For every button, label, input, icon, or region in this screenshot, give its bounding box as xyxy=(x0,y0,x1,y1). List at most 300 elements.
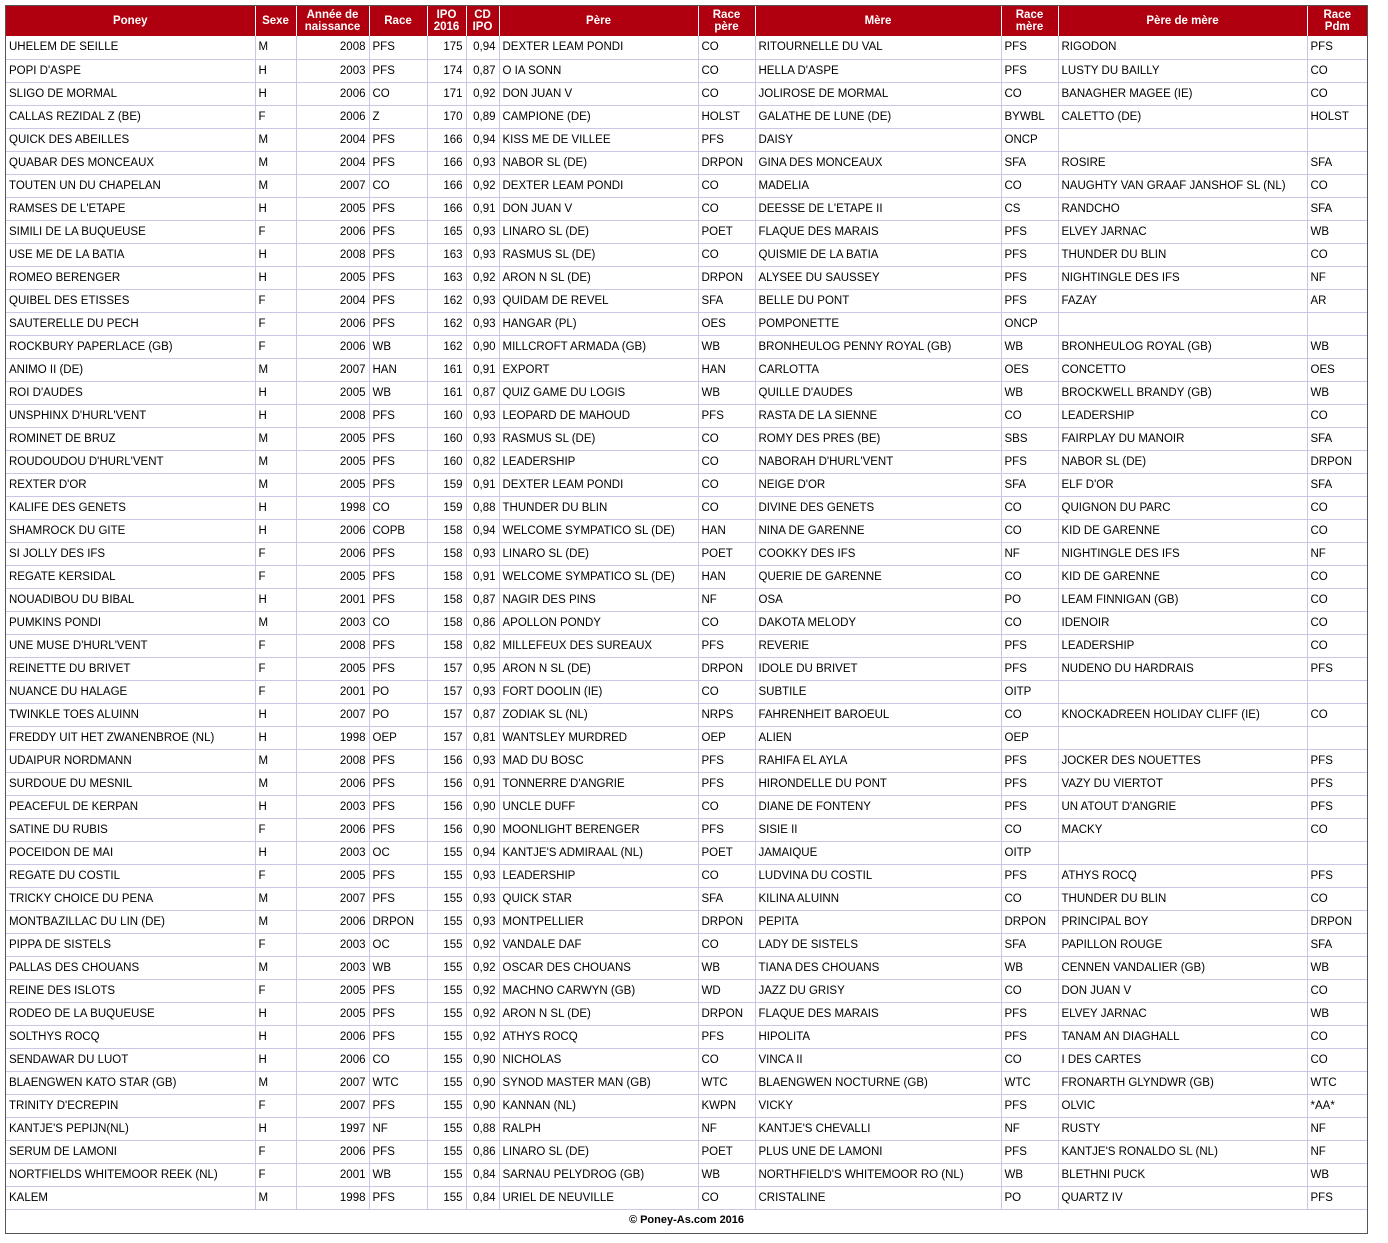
table-row xyxy=(6,450,1367,473)
cell-race-pdm: CO xyxy=(1307,565,1367,588)
cell-mere: ALIEN xyxy=(755,726,1001,749)
cell-race: WB xyxy=(369,335,427,358)
cell-mere: PLUS UNE DE LAMONI xyxy=(755,1140,1001,1163)
cell-poney: TRINITY D'ECREPIN xyxy=(6,1094,255,1117)
cell-poney: RAMSES DE L'ETAPE xyxy=(6,197,255,220)
cell-race: PFS xyxy=(369,864,427,887)
cell-pere: MILLEFEUX DES SUREAUX xyxy=(499,634,698,657)
cell-race: WTC xyxy=(369,1071,427,1094)
cell-cd-ipo: 0,93 xyxy=(466,289,499,312)
cell-cd-ipo: 0,89 xyxy=(466,105,499,128)
cell-race-pere: CO xyxy=(698,1048,755,1071)
cell-sexe: F xyxy=(255,864,296,887)
cell-cd-ipo: 0,90 xyxy=(466,1048,499,1071)
cell-pere-de-mere: QUIGNON DU PARC xyxy=(1058,496,1307,519)
table-row xyxy=(6,979,1367,1002)
cell-race-pere: CO xyxy=(698,82,755,105)
cell-pere-de-mere: KID DE GARENNE xyxy=(1058,565,1307,588)
cell-race-pere: CO xyxy=(698,680,755,703)
cell-pere-de-mere: ELVEY JARNAC xyxy=(1058,1002,1307,1025)
cell-race-pere: HAN xyxy=(698,519,755,542)
cell-pere: ATHYS ROCQ xyxy=(499,1025,698,1048)
cell-pere-de-mere: QUARTZ IV xyxy=(1058,1186,1307,1209)
cell-poney: SIMILI DE LA BUQUEUSE xyxy=(6,220,255,243)
cell-race: CO xyxy=(369,611,427,634)
cell-pere: RALPH xyxy=(499,1117,698,1140)
cell-mere: DIVINE DES GENETS xyxy=(755,496,1001,519)
cell-race-mere: PFS xyxy=(1001,864,1058,887)
cell-race-pere: POET xyxy=(698,1140,755,1163)
cell-annee: 2007 xyxy=(296,1094,369,1117)
cell-race-pdm: CO xyxy=(1307,634,1367,657)
cell-race: PFS xyxy=(369,243,427,266)
cell-mere: QUISMIE DE LA BATIA xyxy=(755,243,1001,266)
cell-pere: ARON N SL (DE) xyxy=(499,266,698,289)
cell-race-mere: OES xyxy=(1001,358,1058,381)
cell-pere: NABOR SL (DE) xyxy=(499,151,698,174)
cell-annee: 2006 xyxy=(296,1048,369,1071)
header-sexe[interactable]: Sexe xyxy=(255,6,296,36)
cell-race-mere: PFS xyxy=(1001,243,1058,266)
cell-cd-ipo: 0,92 xyxy=(466,956,499,979)
cell-sexe: M xyxy=(255,36,296,59)
cell-race-pdm: CO xyxy=(1307,1025,1367,1048)
cell-race-mere: PFS xyxy=(1001,795,1058,818)
cell-cd-ipo: 0,91 xyxy=(466,197,499,220)
cell-race: PFS xyxy=(369,979,427,1002)
table-row xyxy=(6,588,1367,611)
cell-sexe: F xyxy=(255,105,296,128)
cell-mere: BELLE DU PONT xyxy=(755,289,1001,312)
cell-ipo: 162 xyxy=(427,312,466,335)
cell-poney: REGATE KERSIDAL xyxy=(6,565,255,588)
cell-pere: WANTSLEY MURDRED xyxy=(499,726,698,749)
cell-race-mere: PFS xyxy=(1001,36,1058,59)
cell-race-mere: SFA xyxy=(1001,933,1058,956)
cell-race-pere: CO xyxy=(698,59,755,82)
cell-race-pere: PFS xyxy=(698,1025,755,1048)
cell-race-mere: PFS xyxy=(1001,1002,1058,1025)
cell-sexe: H xyxy=(255,197,296,220)
table-row xyxy=(6,519,1367,542)
cell-sexe: H xyxy=(255,1117,296,1140)
cell-race-pdm: OES xyxy=(1307,358,1367,381)
cell-annee: 2008 xyxy=(296,634,369,657)
cell-annee: 2006 xyxy=(296,220,369,243)
cell-annee: 2006 xyxy=(296,772,369,795)
cell-race-mere: DRPON xyxy=(1001,910,1058,933)
table-row xyxy=(6,910,1367,933)
cell-pere-de-mere: BROCKWELL BRANDY (GB) xyxy=(1058,381,1307,404)
cell-pere: ARON N SL (DE) xyxy=(499,1002,698,1025)
cell-ipo: 155 xyxy=(427,887,466,910)
cell-cd-ipo: 0,93 xyxy=(466,427,499,450)
cell-race-pdm: NF xyxy=(1307,1140,1367,1163)
cell-ipo: 159 xyxy=(427,496,466,519)
cell-cd-ipo: 0,87 xyxy=(466,381,499,404)
cell-race-mere: CO xyxy=(1001,82,1058,105)
cell-ipo: 160 xyxy=(427,450,466,473)
cell-sexe: F xyxy=(255,680,296,703)
cell-mere: OSA xyxy=(755,588,1001,611)
cell-cd-ipo: 0,87 xyxy=(466,703,499,726)
cell-ipo: 155 xyxy=(427,1071,466,1094)
cell-ipo: 166 xyxy=(427,174,466,197)
cell-race-pere: CO xyxy=(698,197,755,220)
cell-ipo: 170 xyxy=(427,105,466,128)
table-row xyxy=(6,657,1367,680)
cell-race-pdm: WB xyxy=(1307,381,1367,404)
cell-race-mere: CS xyxy=(1001,197,1058,220)
cell-sexe: M xyxy=(255,772,296,795)
cell-ipo: 155 xyxy=(427,1117,466,1140)
cell-race-mere: OITP xyxy=(1001,841,1058,864)
cell-mere: GALATHE DE LUNE (DE) xyxy=(755,105,1001,128)
cell-cd-ipo: 0,84 xyxy=(466,1186,499,1209)
cell-ipo: 155 xyxy=(427,1002,466,1025)
cell-mere: DIANE DE FONTENY xyxy=(755,795,1001,818)
cell-ipo: 158 xyxy=(427,588,466,611)
cell-race-pere: CO xyxy=(698,795,755,818)
cell-mere: QUILLE D'AUDES xyxy=(755,381,1001,404)
cell-race-pere: PFS xyxy=(698,634,755,657)
cell-race-pdm: PFS xyxy=(1307,749,1367,772)
table-row xyxy=(6,1094,1367,1117)
cell-pere: QUIZ GAME DU LOGIS xyxy=(499,381,698,404)
table-row xyxy=(6,565,1367,588)
header-pere-de-mere[interactable]: Père de mère xyxy=(1058,6,1307,36)
cell-pere: MILLCROFT ARMADA (GB) xyxy=(499,335,698,358)
cell-pere: ZODIAK SL (NL) xyxy=(499,703,698,726)
cell-poney: ANIMO II (DE) xyxy=(6,358,255,381)
cell-poney: ROMINET DE BRUZ xyxy=(6,427,255,450)
cell-cd-ipo: 0,94 xyxy=(466,128,499,151)
copyright-footer: © Poney-As.com 2016 xyxy=(628,1213,745,1226)
cell-mere: NABORAH D'HURL'VENT xyxy=(755,450,1001,473)
cell-poney: REINETTE DU BRIVET xyxy=(6,657,255,680)
cell-cd-ipo: 0,86 xyxy=(466,1140,499,1163)
cell-ipo: 160 xyxy=(427,427,466,450)
cell-poney: SLIGO DE MORMAL xyxy=(6,82,255,105)
cell-pere: LEADERSHIP xyxy=(499,450,698,473)
cell-pere: MACHNO CARWYN (GB) xyxy=(499,979,698,1002)
header-cd-ipo[interactable]: CD IPO xyxy=(466,6,499,36)
cell-race-mere: PFS xyxy=(1001,289,1058,312)
cell-ipo: 158 xyxy=(427,542,466,565)
cell-pere: MOONLIGHT BERENGER xyxy=(499,818,698,841)
cell-ipo: 155 xyxy=(427,1186,466,1209)
cell-annee: 2005 xyxy=(296,657,369,680)
cell-poney: POPI D'ASPE xyxy=(6,59,255,82)
table-row xyxy=(6,381,1367,404)
cell-sexe: F xyxy=(255,1140,296,1163)
cell-sexe: M xyxy=(255,358,296,381)
cell-pere-de-mere: LEADERSHIP xyxy=(1058,634,1307,657)
cell-annee: 2007 xyxy=(296,887,369,910)
cell-ipo: 158 xyxy=(427,611,466,634)
cell-race-pere: CO xyxy=(698,933,755,956)
cell-cd-ipo: 0,91 xyxy=(466,565,499,588)
table-row xyxy=(6,841,1367,864)
cell-annee: 2001 xyxy=(296,588,369,611)
table-row xyxy=(6,312,1367,335)
cell-race-mere: SBS xyxy=(1001,427,1058,450)
cell-race-mere: PFS xyxy=(1001,657,1058,680)
cell-race-pere: SFA xyxy=(698,887,755,910)
table-row xyxy=(6,404,1367,427)
cell-race-pere: WB xyxy=(698,335,755,358)
cell-ipo: 157 xyxy=(427,657,466,680)
cell-race-pdm: WB xyxy=(1307,956,1367,979)
cell-annee: 2005 xyxy=(296,266,369,289)
cell-race: OC xyxy=(369,841,427,864)
cell-annee: 2007 xyxy=(296,703,369,726)
cell-pere: DON JUAN V xyxy=(499,82,698,105)
cell-race: OEP xyxy=(369,726,427,749)
cell-pere-de-mere: VAZY DU VIERTOT xyxy=(1058,772,1307,795)
cell-cd-ipo: 0,90 xyxy=(466,795,499,818)
cell-annee: 2008 xyxy=(296,243,369,266)
cell-ipo: 166 xyxy=(427,197,466,220)
header-race[interactable]: Race xyxy=(369,6,427,36)
cell-annee: 2007 xyxy=(296,174,369,197)
cell-ipo: 157 xyxy=(427,726,466,749)
cell-race: PFS xyxy=(369,312,427,335)
cell-race-mere: CO xyxy=(1001,611,1058,634)
cell-race-pdm xyxy=(1307,726,1367,749)
cell-race-pere: CO xyxy=(698,36,755,59)
cell-race-pere: HAN xyxy=(698,358,755,381)
cell-ipo: 157 xyxy=(427,703,466,726)
cell-race: PFS xyxy=(369,657,427,680)
header-pere[interactable]: Père xyxy=(499,6,698,36)
cell-poney: TWINKLE TOES ALUINN xyxy=(6,703,255,726)
header-mere[interactable]: Mère xyxy=(755,6,1001,36)
cell-race: PFS xyxy=(369,542,427,565)
cell-annee: 2006 xyxy=(296,82,369,105)
cell-race: PFS xyxy=(369,197,427,220)
header-race-pdm[interactable]: Race Pdm xyxy=(1307,6,1367,36)
cell-race: PFS xyxy=(369,1140,427,1163)
cell-sexe: F xyxy=(255,542,296,565)
cell-race-mere: PFS xyxy=(1001,220,1058,243)
cell-sexe: F xyxy=(255,634,296,657)
cell-poney: SI JOLLY DES IFS xyxy=(6,542,255,565)
cell-race-pere: PFS xyxy=(698,749,755,772)
cell-race-pere: DRPON xyxy=(698,151,755,174)
cell-mere: DAISY xyxy=(755,128,1001,151)
cell-race: PFS xyxy=(369,634,427,657)
cell-race-mere: ONCP xyxy=(1001,128,1058,151)
cell-race: PFS xyxy=(369,450,427,473)
cell-cd-ipo: 0,91 xyxy=(466,358,499,381)
cell-race-pdm: CO xyxy=(1307,496,1367,519)
cell-pere: FORT DOOLIN (IE) xyxy=(499,680,698,703)
cell-cd-ipo: 0,93 xyxy=(466,542,499,565)
cell-poney: ROMEO BERENGER xyxy=(6,266,255,289)
cell-pere-de-mere: ELF D'OR xyxy=(1058,473,1307,496)
table-row xyxy=(6,818,1367,841)
cell-sexe: F xyxy=(255,1163,296,1186)
table-row xyxy=(6,473,1367,496)
cell-pere: NICHOLAS xyxy=(499,1048,698,1071)
cell-annee: 2006 xyxy=(296,542,369,565)
table-row xyxy=(6,726,1367,749)
cell-race: PFS xyxy=(369,1025,427,1048)
cell-annee: 2006 xyxy=(296,1025,369,1048)
header-ipo-2016[interactable]: IPO 2016 xyxy=(427,6,466,36)
table-row xyxy=(6,220,1367,243)
cell-pere-de-mere: RIGODON xyxy=(1058,36,1307,59)
cell-cd-ipo: 0,93 xyxy=(466,220,499,243)
cell-mere: HIPOLITA xyxy=(755,1025,1001,1048)
cell-race-mere: OEP xyxy=(1001,726,1058,749)
table-row xyxy=(6,289,1367,312)
cell-race-pdm: SFA xyxy=(1307,473,1367,496)
cell-cd-ipo: 0,92 xyxy=(466,933,499,956)
cell-cd-ipo: 0,93 xyxy=(466,864,499,887)
cell-cd-ipo: 0,82 xyxy=(466,634,499,657)
cell-sexe: F xyxy=(255,335,296,358)
cell-ipo: 155 xyxy=(427,1140,466,1163)
cell-poney: FREDDY UIT HET ZWANENBROE (NL) xyxy=(6,726,255,749)
cell-race-pere: POET xyxy=(698,841,755,864)
cell-race-mere: NF xyxy=(1001,1117,1058,1140)
table-row xyxy=(6,864,1367,887)
cell-race-mere: SFA xyxy=(1001,151,1058,174)
cell-pere: APOLLON PONDY xyxy=(499,611,698,634)
cell-annee: 2001 xyxy=(296,1163,369,1186)
cell-poney: NUANCE DU HALAGE xyxy=(6,680,255,703)
cell-race-pere: WB xyxy=(698,1163,755,1186)
cell-race-pdm: NF xyxy=(1307,266,1367,289)
cell-race-pere: PFS xyxy=(698,772,755,795)
cell-sexe: H xyxy=(255,404,296,427)
cell-race-mere: CO xyxy=(1001,979,1058,1002)
cell-race-mere: PFS xyxy=(1001,749,1058,772)
cell-race-mere: OITP xyxy=(1001,680,1058,703)
cell-pere-de-mere: PRINCIPAL BOY xyxy=(1058,910,1307,933)
cell-race-pdm: WTC xyxy=(1307,1071,1367,1094)
cell-cd-ipo: 0,92 xyxy=(466,174,499,197)
cell-ipo: 156 xyxy=(427,795,466,818)
cell-pere-de-mere xyxy=(1058,680,1307,703)
header-poney[interactable]: Poney xyxy=(6,6,255,36)
cell-ipo: 155 xyxy=(427,1094,466,1117)
cell-race-pdm: WB xyxy=(1307,220,1367,243)
cell-mere: FLAQUE DES MARAIS xyxy=(755,1002,1001,1025)
cell-pere-de-mere: THUNDER DU BLIN xyxy=(1058,243,1307,266)
header-race-mere[interactable]: Race mère xyxy=(1001,6,1058,36)
cell-annee: 1997 xyxy=(296,1117,369,1140)
cell-race-mere: BYWBL xyxy=(1001,105,1058,128)
cell-pere: KANNAN (NL) xyxy=(499,1094,698,1117)
cell-cd-ipo: 0,84 xyxy=(466,1163,499,1186)
cell-sexe: F xyxy=(255,979,296,1002)
cell-mere: RASTA DE LA SIENNE xyxy=(755,404,1001,427)
header-race-pere[interactable]: Race père xyxy=(698,6,755,36)
cell-sexe: M xyxy=(255,749,296,772)
cell-race-pdm: PFS xyxy=(1307,864,1367,887)
cell-race: PO xyxy=(369,703,427,726)
cell-annee: 2003 xyxy=(296,933,369,956)
table-row xyxy=(6,59,1367,82)
cell-annee: 2003 xyxy=(296,59,369,82)
cell-annee: 2005 xyxy=(296,450,369,473)
cell-race: PFS xyxy=(369,772,427,795)
table-row xyxy=(6,128,1367,151)
cell-pere-de-mere: RANDCHO xyxy=(1058,197,1307,220)
cell-race-pere: DRPON xyxy=(698,657,755,680)
header-annee-naissance[interactable]: Année de naissance xyxy=(296,6,369,36)
cell-mere: CARLOTTA xyxy=(755,358,1001,381)
cell-race-mere: CO xyxy=(1001,1048,1058,1071)
cell-race-pdm: PFS xyxy=(1307,36,1367,59)
cell-pere-de-mere: BRONHEULOG ROYAL (GB) xyxy=(1058,335,1307,358)
cell-race: PFS xyxy=(369,818,427,841)
cell-race-pdm: AR xyxy=(1307,289,1367,312)
cell-race-pere: CO xyxy=(698,473,755,496)
cell-poney: SHAMROCK DU GITE xyxy=(6,519,255,542)
cell-poney: REXTER D'OR xyxy=(6,473,255,496)
cell-annee: 2006 xyxy=(296,335,369,358)
cell-pere-de-mere: KANTJE'S RONALDO SL (NL) xyxy=(1058,1140,1307,1163)
cell-race-pere: CO xyxy=(698,496,755,519)
cell-poney: QUIBEL DES ETISSES xyxy=(6,289,255,312)
cell-annee: 2008 xyxy=(296,404,369,427)
cell-pere: QUIDAM DE REVEL xyxy=(499,289,698,312)
cell-mere: TIANA DES CHOUANS xyxy=(755,956,1001,979)
cell-race: WB xyxy=(369,1163,427,1186)
cell-annee: 1998 xyxy=(296,496,369,519)
table-row xyxy=(6,772,1367,795)
cell-cd-ipo: 0,94 xyxy=(466,519,499,542)
table-row xyxy=(6,887,1367,910)
cell-race-pdm: PFS xyxy=(1307,657,1367,680)
cell-mere: COOKKY DES IFS xyxy=(755,542,1001,565)
cell-pere-de-mere: NAUGHTY VAN GRAAF JANSHOF SL (NL) xyxy=(1058,174,1307,197)
cell-sexe: M xyxy=(255,450,296,473)
cell-race-pdm: NF xyxy=(1307,542,1367,565)
cell-race-pere: WB xyxy=(698,956,755,979)
cell-pere: EXPORT xyxy=(499,358,698,381)
cell-race: PFS xyxy=(369,220,427,243)
cell-pere-de-mere: NUDENO DU HARDRAIS xyxy=(1058,657,1307,680)
table-row xyxy=(6,956,1367,979)
cell-ipo: 162 xyxy=(427,289,466,312)
table-row xyxy=(6,795,1367,818)
cell-poney: SATINE DU RUBIS xyxy=(6,818,255,841)
table-row xyxy=(6,197,1367,220)
table-row xyxy=(6,1048,1367,1071)
cell-annee: 2008 xyxy=(296,36,369,59)
cell-sexe: M xyxy=(255,1186,296,1209)
cell-cd-ipo: 0,92 xyxy=(466,979,499,1002)
cell-pere: LEOPARD DE MAHOUD xyxy=(499,404,698,427)
cell-annee: 1998 xyxy=(296,1186,369,1209)
table-row xyxy=(6,266,1367,289)
cell-mere: QUERIE DE GARENNE xyxy=(755,565,1001,588)
table-row xyxy=(6,1186,1367,1209)
cell-sexe: M xyxy=(255,956,296,979)
cell-mere: ALYSEE DU SAUSSEY xyxy=(755,266,1001,289)
cell-race-mere: PFS xyxy=(1001,1025,1058,1048)
cell-poney: ROI D'AUDES xyxy=(6,381,255,404)
table-body xyxy=(6,36,1367,1209)
cell-race: PFS xyxy=(369,1094,427,1117)
cell-race-pdm: WB xyxy=(1307,1163,1367,1186)
cell-ipo: 158 xyxy=(427,519,466,542)
